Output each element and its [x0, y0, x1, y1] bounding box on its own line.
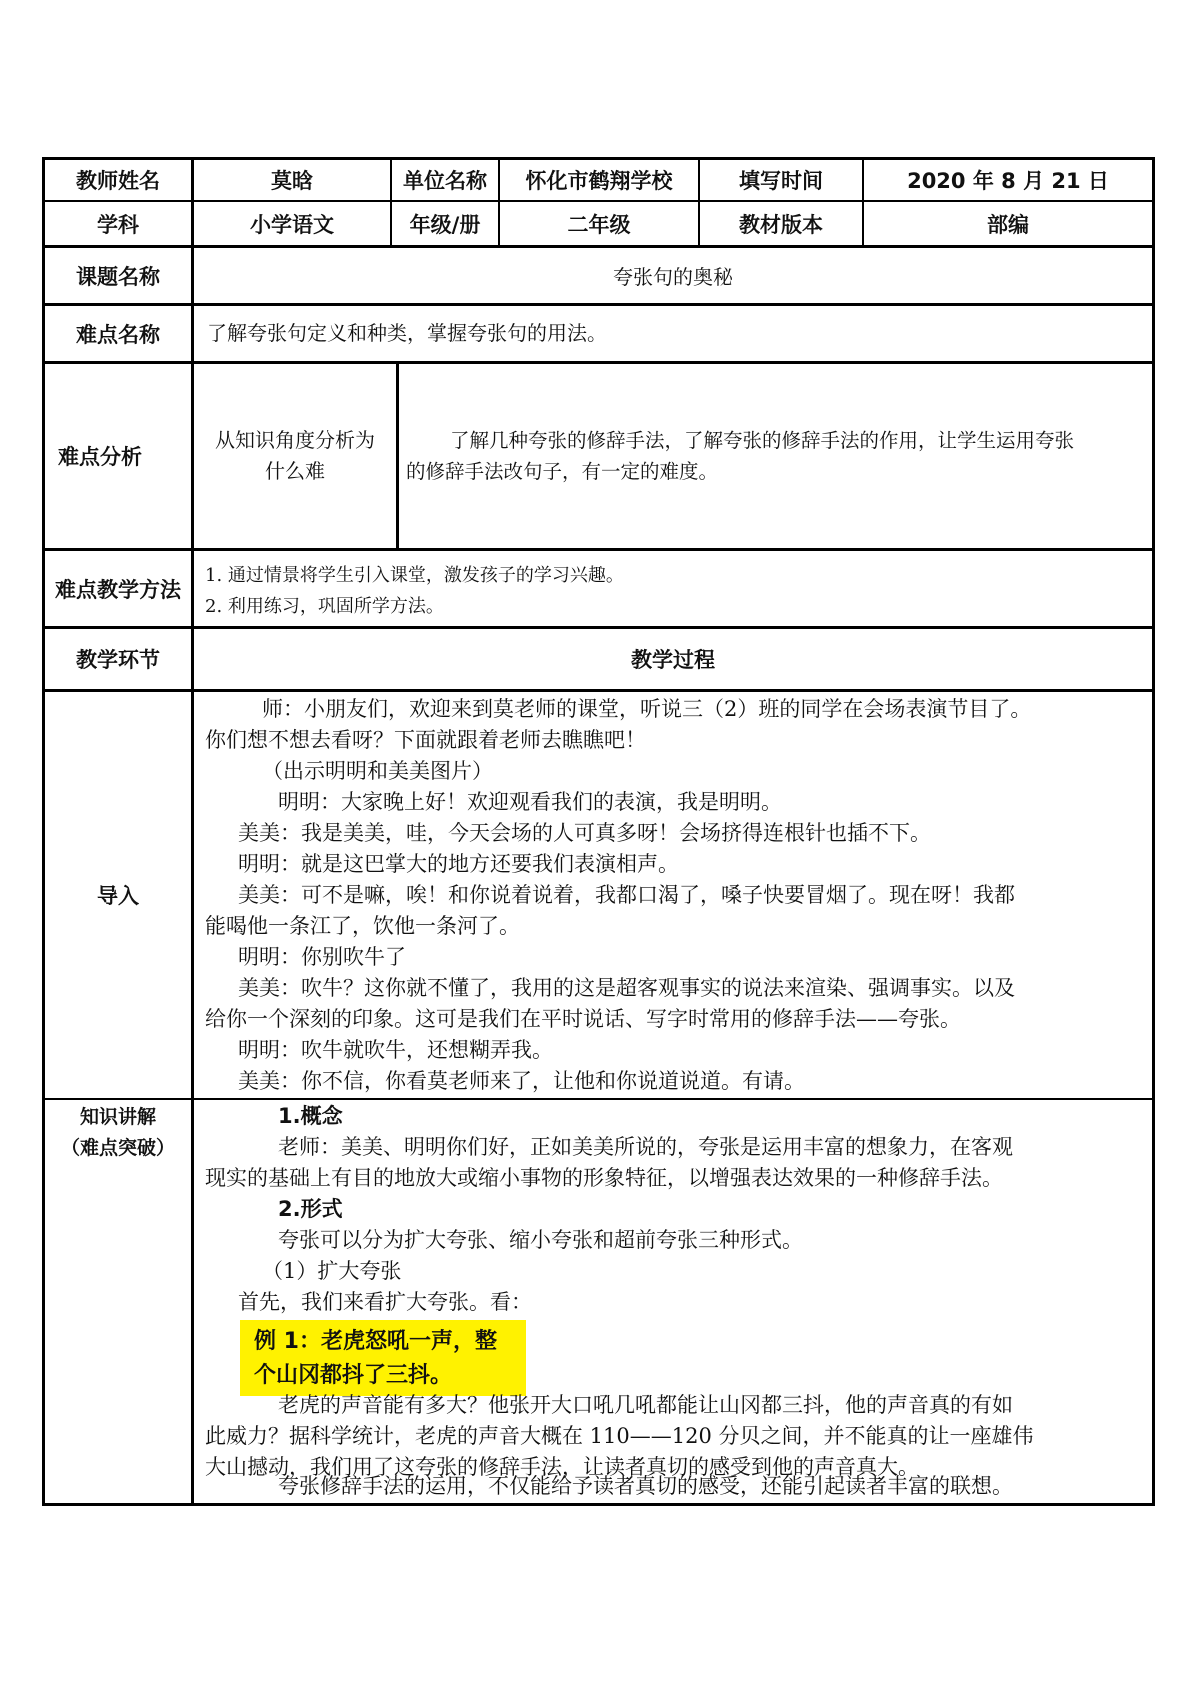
- subject-value: 小学语文: [250, 212, 334, 237]
- intro-line: 明明：吹牛就吹牛，还想糊弄我。: [238, 1038, 553, 1062]
- knowledge-line: （1）扩大夸张: [262, 1259, 402, 1283]
- intro-line: 明明：你别吹牛了: [238, 945, 406, 969]
- row-divider: [42, 689, 1155, 692]
- column-divider: [191, 157, 194, 1506]
- knowledge-line: 夸张修辞手法的运用，不仅能给予读者真切的感受，还能引起读者丰富的联想。: [278, 1474, 1013, 1498]
- row-divider: [42, 548, 1155, 551]
- edition-value: 部编: [987, 212, 1029, 237]
- process-step-label: 教学环节: [76, 648, 160, 672]
- analysis-sub-label-line: 从知识角度分析为: [215, 428, 375, 452]
- knowledge-line: 首先，我们来看扩大夸张。看：: [238, 1290, 532, 1314]
- intro-line: 你们想不想去看呀？下面就跟着老师去瞧瞧吧！: [205, 728, 646, 752]
- topic-value: 夸张句的奥秘: [613, 265, 733, 289]
- method-item: 2. 利用练习，巩固所学方法。: [205, 596, 444, 617]
- knowledge-label-line: （难点突破）: [60, 1137, 175, 1159]
- table-border-right: [1152, 157, 1155, 1506]
- analysis-sub-label: [194, 425, 396, 487]
- row-divider: [42, 1098, 1155, 1100]
- analysis-sub-label-line: 什么难: [265, 459, 325, 483]
- intro-label: 导入: [97, 884, 139, 908]
- teacher-name-value: 莫晗: [271, 169, 313, 193]
- intro-line: 明明：大家晚上好！欢迎观看我们的表演，我是明明。: [278, 790, 782, 814]
- subject-label: 学科: [97, 212, 139, 237]
- intro-line: 明明：就是这巴掌大的地方还要我们表演相声。: [238, 852, 679, 876]
- unit-name-value: 怀化市鹤翔学校: [525, 169, 673, 193]
- row-divider: [42, 361, 1155, 364]
- example-line: 例 1：老虎怒吼一声，整: [254, 1329, 497, 1354]
- fill-date-label: 填写时间: [739, 169, 823, 193]
- difficulty-label: 难点名称: [76, 322, 160, 347]
- topic-label: 课题名称: [76, 264, 160, 289]
- fill-date-value: 2020 年 8 月 21 日: [907, 169, 1109, 193]
- difficulty-value: 了解夸张句定义和种类，掌握夸张句的用法。: [207, 321, 607, 345]
- grade-value: 二年级: [567, 212, 631, 237]
- intro-line: 美美：吹牛？这你就不懂了，我用的这是超客观事实的说法来渲染、强调事实。以及: [238, 976, 1015, 1000]
- table-border-bottom: [42, 1503, 1155, 1506]
- knowledge-label: [45, 1102, 191, 1164]
- edition-label: 教材版本: [739, 212, 823, 237]
- method-item: 1. 通过情景将学生引入课堂，激发孩子的学习兴趣。: [205, 565, 624, 586]
- grade-label: 年级/册: [409, 212, 481, 237]
- knowledge-line: 此威力？据科学统计，老虎的声音大概在 110——120 分贝之间，并不能真的让一座雄伟: [205, 1424, 1034, 1448]
- intro-line: 给你一个深刻的印象。这可是我们在平时说话、写字时常用的修辞手法——夸张。: [205, 1007, 961, 1031]
- knowledge-line: 现实的基础上有目的地放大或缩小事物的形象特征，以增强表达效果的一种修辞手法。: [205, 1166, 1003, 1190]
- example-line: 个山冈都抖了三抖。: [254, 1363, 453, 1388]
- intro-line: 师：小朋友们，欢迎来到莫老师的课堂，听说三（2）班的同学在会场表演节目了。: [262, 697, 1032, 721]
- knowledge-line: 老虎的声音能有多大？他张开大口吼几吼都能让山冈都三抖，他的声音真的有如: [278, 1393, 1013, 1417]
- intro-line: （出示明明和美美图片）: [262, 759, 493, 783]
- analysis-text: [406, 425, 1148, 487]
- knowledge-line: 老师：美美、明明你们好，正如美美所说的，夸张是运用丰富的想象力，在客观: [278, 1135, 1013, 1159]
- knowledge-line: 大山撼动，我们用了这夸张的修辞手法，让读者真切的感受到他的声音真大。: [205, 1455, 919, 1479]
- method-label: 难点教学方法: [55, 577, 181, 602]
- knowledge-label-line: 知识讲解: [79, 1106, 156, 1128]
- intro-line: 能喝他一条江了，饮他一条河了。: [205, 914, 520, 938]
- intro-line: 美美：可不是嘛，唉！和你说着说着，我都口渴了，嗓子快要冒烟了。现在呀！我都: [238, 883, 1015, 907]
- intro-line: 美美：我是美美，哇，今天会场的人可真多呀！会场挤得连根针也插不下。: [238, 821, 931, 845]
- concept-heading: 1.概念: [278, 1104, 343, 1128]
- teacher-name-label: 教师姓名: [76, 169, 160, 193]
- unit-name-label: 单位名称: [403, 169, 487, 193]
- analysis-text-line: 了解几种夸张的修辞手法，了解夸张的修辞手法的作用，让学生运用夸张: [450, 429, 1075, 452]
- process-label: 教学过程: [631, 648, 715, 672]
- analysis-text-line: 的修辞手法改句子，有一定的难度。: [406, 460, 719, 483]
- intro-line: 美美：你不信，你看莫老师来了，让他和你说道说道。有请。: [238, 1069, 805, 1093]
- analysis-label: 难点分析: [58, 445, 142, 469]
- knowledge-line: 夸张可以分为扩大夸张、缩小夸张和超前夸张三种形式。: [278, 1228, 803, 1252]
- method-list: [205, 560, 624, 622]
- form-heading: 2.形式: [278, 1197, 343, 1221]
- column-divider: [396, 361, 399, 550]
